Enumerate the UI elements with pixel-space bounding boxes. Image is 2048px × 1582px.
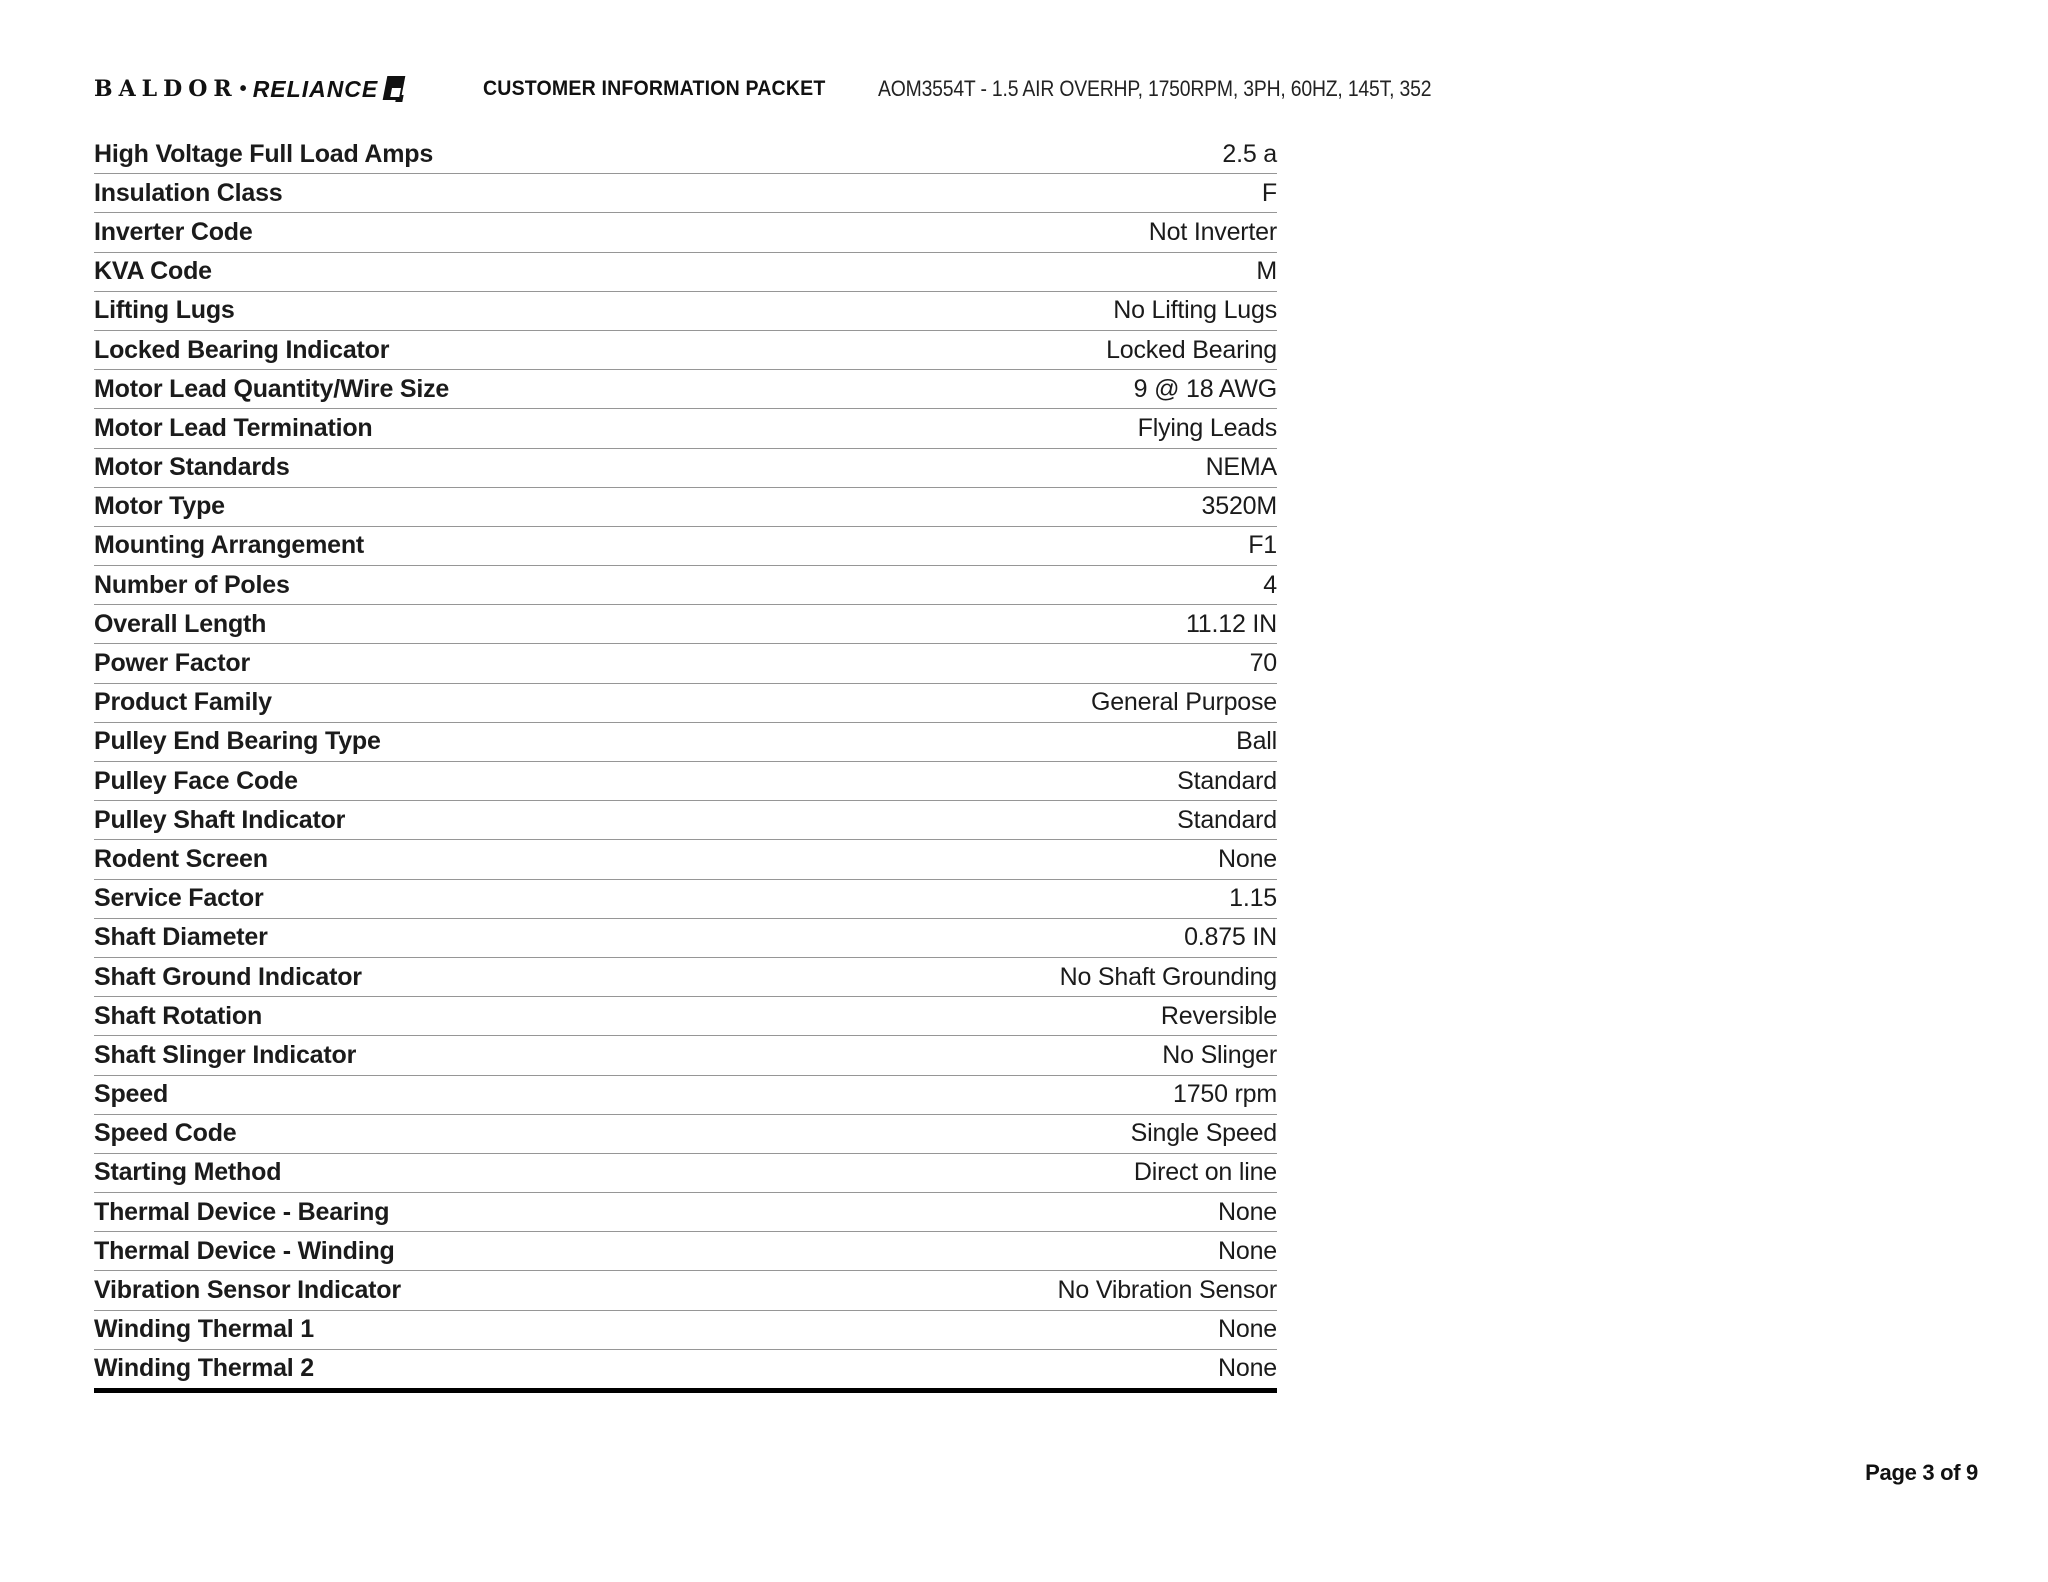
- spec-row: [94, 644, 1277, 683]
- spec-value: F: [1261, 178, 1277, 207]
- spec-value: Flying Leads: [1137, 413, 1277, 442]
- spec-label: Locked Bearing Indicator: [94, 335, 390, 364]
- spec-row: [94, 566, 1277, 605]
- spec-value: Single Speed: [1130, 1119, 1277, 1148]
- spec-label: Pulley End Bearing Type: [94, 727, 381, 756]
- spec-row: [94, 1350, 1277, 1388]
- spec-label: Motor Lead Quantity/Wire Size: [94, 374, 450, 403]
- spec-row: [94, 1036, 1277, 1075]
- spec-value: General Purpose: [1090, 688, 1277, 717]
- spec-label: Number of Poles: [94, 570, 290, 599]
- spec-label: Shaft Ground Indicator: [94, 962, 362, 991]
- spec-value: No Shaft Grounding: [1059, 962, 1277, 991]
- spec-value: Standard: [1177, 766, 1277, 795]
- spec-row: [94, 1232, 1277, 1271]
- spec-row: [94, 723, 1277, 762]
- spec-row: [94, 880, 1277, 919]
- spec-row: [94, 605, 1277, 644]
- spec-row: [94, 1311, 1277, 1350]
- spec-label: Lifting Lugs: [94, 296, 235, 325]
- logo-reliance-text: RELIANCE: [252, 75, 379, 102]
- spec-row: [94, 1076, 1277, 1115]
- spec-value: 3520M: [1201, 492, 1277, 521]
- spec-row: [94, 409, 1277, 448]
- spec-value: Ball: [1236, 727, 1277, 756]
- spec-label: Motor Lead Termination: [94, 413, 373, 442]
- spec-row: [94, 684, 1277, 723]
- spec-row: [94, 1115, 1277, 1154]
- spec-value: 2.5 a: [1222, 139, 1277, 168]
- spec-value: Standard: [1177, 805, 1277, 834]
- spec-row: [94, 1154, 1277, 1193]
- page-number: Page 3 of 9: [1865, 1460, 1978, 1485]
- spec-value: Direct on line: [1133, 1158, 1277, 1187]
- spec-value: No Lifting Lugs: [1113, 296, 1277, 325]
- spec-row: [94, 919, 1277, 958]
- spec-value: M: [1256, 257, 1277, 286]
- spec-value: None: [1218, 1236, 1277, 1265]
- spec-label: Shaft Diameter: [94, 923, 268, 952]
- spec-value: None: [1218, 844, 1277, 873]
- spec-value: No Vibration Sensor: [1057, 1276, 1277, 1305]
- spec-value: F1: [1248, 531, 1277, 560]
- spec-value: 0.875 IN: [1184, 923, 1277, 952]
- spec-row: [94, 174, 1277, 213]
- spec-value: None: [1218, 1197, 1277, 1226]
- spec-label: Thermal Device - Bearing: [94, 1197, 390, 1226]
- spec-value: Reversible: [1160, 1001, 1277, 1030]
- spec-row: [94, 253, 1277, 292]
- spec-label: Starting Method: [94, 1158, 282, 1187]
- registered-mark-icon: [383, 76, 406, 100]
- spec-label: Shaft Slinger Indicator: [94, 1040, 357, 1069]
- spec-value: None: [1218, 1354, 1277, 1383]
- spec-label: Pulley Face Code: [94, 766, 298, 795]
- spec-label: Mounting Arrangement: [94, 531, 365, 560]
- spec-value: 9 @ 18 AWG: [1133, 374, 1277, 403]
- spec-label: Thermal Device - Winding: [94, 1236, 395, 1265]
- logo-baldor-text: BALDOR: [94, 76, 238, 102]
- spec-value: Locked Bearing: [1106, 335, 1277, 364]
- spec-value: 1.15: [1229, 884, 1277, 913]
- logo-separator-dot: •: [239, 77, 247, 100]
- spec-row: [94, 997, 1277, 1036]
- spec-label: Motor Type: [94, 492, 225, 521]
- spec-label: Service Factor: [94, 884, 264, 913]
- spec-row: [94, 958, 1277, 997]
- spec-label: Product Family: [94, 688, 272, 717]
- spec-row: [94, 1193, 1277, 1232]
- spec-value: 11.12 IN: [1185, 609, 1277, 638]
- spec-row: [94, 840, 1277, 879]
- spec-row: [94, 331, 1277, 370]
- spec-value: 1750 rpm: [1172, 1080, 1277, 1109]
- spec-value: 4: [1263, 570, 1277, 599]
- spec-row: [94, 370, 1277, 409]
- spec-value: Not Inverter: [1148, 217, 1277, 246]
- spec-label: KVA Code: [94, 257, 212, 286]
- spec-row: [94, 213, 1277, 252]
- spec-row: [94, 762, 1277, 801]
- spec-value: No Slinger: [1162, 1040, 1277, 1069]
- spec-label: Rodent Screen: [94, 844, 268, 873]
- baldor-reliance-logo: [94, 72, 403, 106]
- spec-label: Shaft Rotation: [94, 1001, 263, 1030]
- spec-label: Speed: [94, 1080, 169, 1109]
- spec-value: 70: [1249, 649, 1277, 678]
- spec-label: Motor Standards: [94, 453, 290, 482]
- spec-label: Insulation Class: [94, 178, 283, 207]
- spec-label: Overall Length: [94, 609, 267, 638]
- document-title: CUSTOMER INFORMATION PACKET: [483, 77, 826, 100]
- spec-row: [94, 1271, 1277, 1310]
- spec-table: [94, 135, 1277, 1393]
- spec-label: Vibration Sensor Indicator: [94, 1276, 401, 1305]
- spec-label: High Voltage Full Load Amps: [94, 139, 434, 168]
- spec-label: Inverter Code: [94, 217, 253, 246]
- spec-label: Winding Thermal 2: [94, 1354, 315, 1383]
- spec-row: [94, 801, 1277, 840]
- spec-row: [94, 488, 1277, 527]
- product-description: AOM3554T - 1.5 AIR OVERHP, 1750RPM, 3PH, 60HZ, 145T, 352: [878, 76, 1432, 101]
- spec-label: Pulley Shaft Indicator: [94, 805, 346, 834]
- spec-row: [94, 449, 1277, 488]
- spec-value: None: [1218, 1315, 1277, 1344]
- spec-label: Speed Code: [94, 1119, 237, 1148]
- spec-value: NEMA: [1205, 453, 1277, 482]
- page-header: [0, 72, 2048, 112]
- spec-label: Power Factor: [94, 649, 250, 678]
- spec-row: [94, 292, 1277, 331]
- spec-row: [94, 135, 1277, 174]
- spec-row: [94, 527, 1277, 566]
- spec-label: Winding Thermal 1: [94, 1315, 315, 1344]
